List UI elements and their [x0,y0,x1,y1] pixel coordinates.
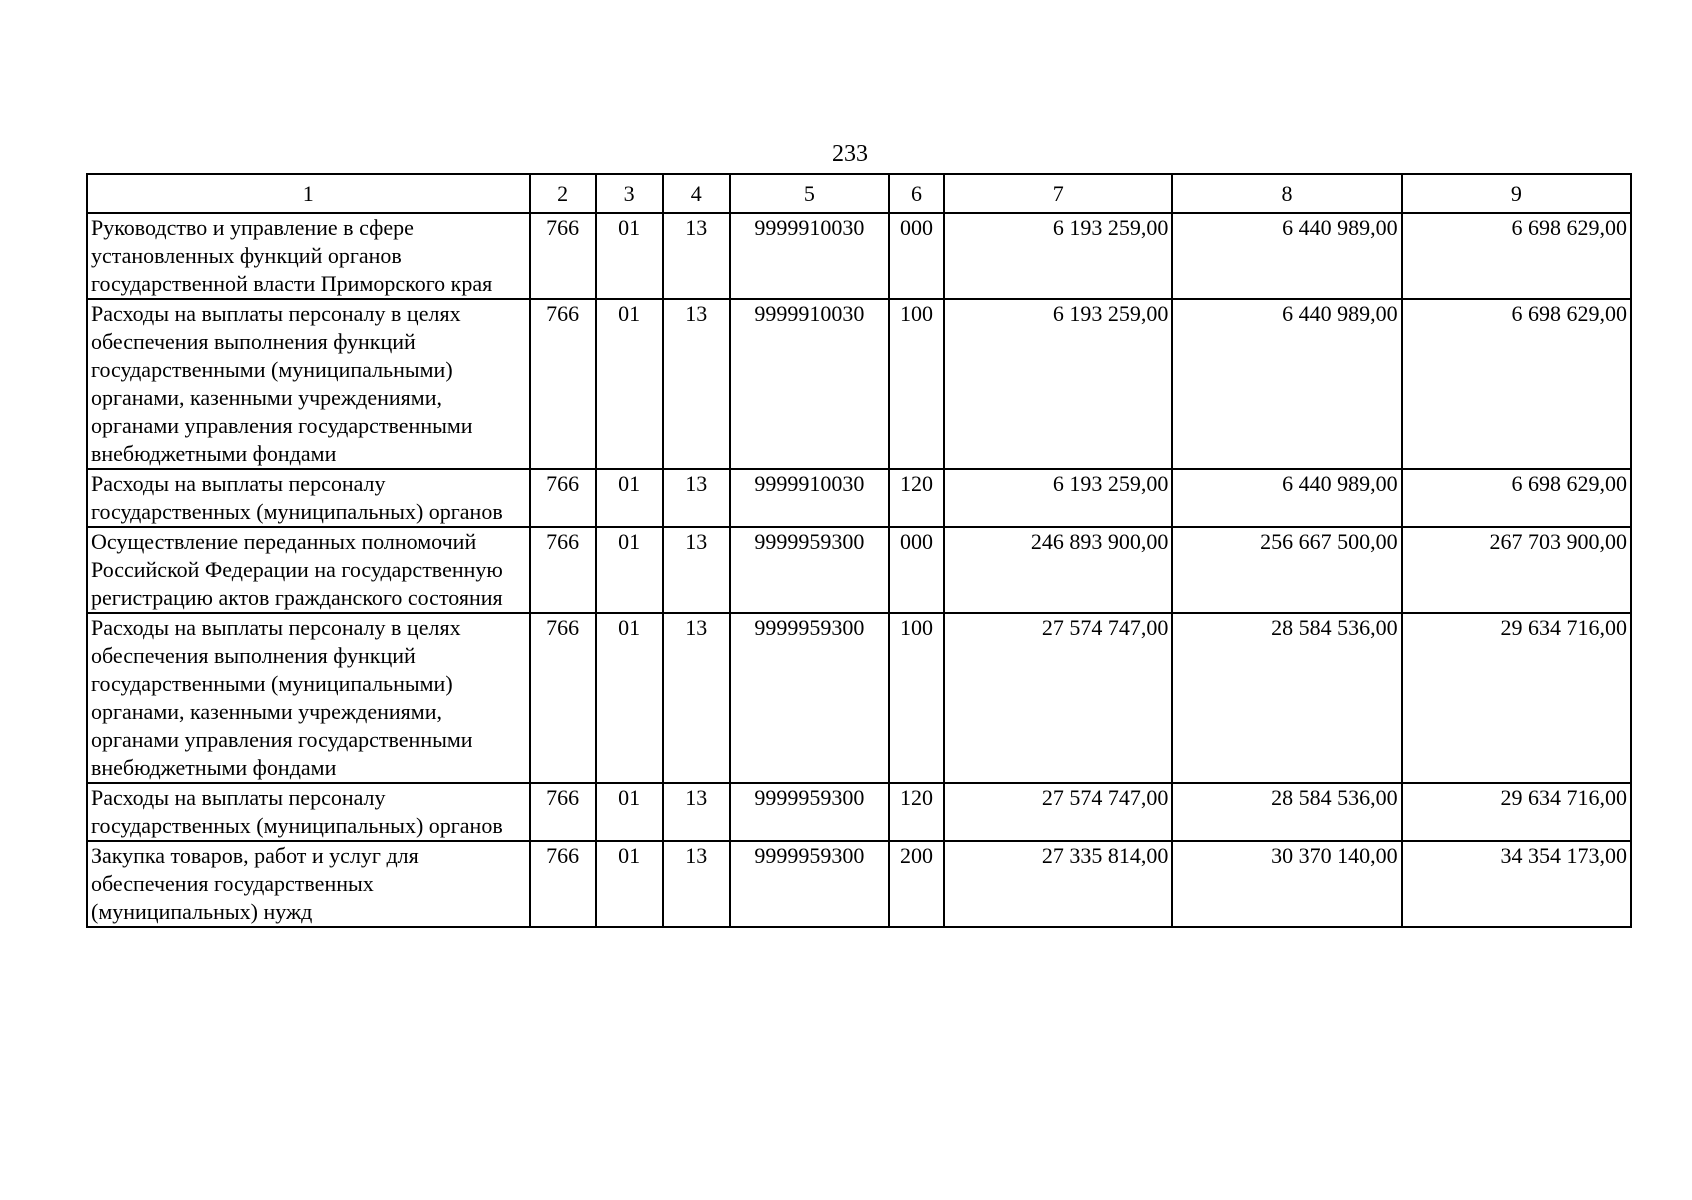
expense-name: Расходы на выплаты персоналу государственных (муниципальных) органов [87,783,530,841]
code-cell: 766 [530,213,596,299]
amount-cell: 28 584 536,00 [1172,613,1401,783]
code-cell: 01 [596,613,663,783]
table-row [87,841,1631,927]
column-header-8: 8 [1172,174,1401,213]
code-cell: 01 [596,299,663,469]
amount-cell: 6 440 989,00 [1172,469,1401,527]
code-cell: 200 [889,841,944,927]
code-cell: 766 [530,299,596,469]
code-cell: 766 [530,783,596,841]
expense-name: Расходы на выплаты персоналу государственных (муниципальных) органов [87,469,530,527]
code-cell: 13 [663,613,730,783]
table-row [87,469,1631,527]
column-header-9: 9 [1402,174,1631,213]
expense-name: Расходы на выплаты персоналу в целях обеспечения выполнения функций государственными (муниципальными) органами, казенными учреждениями, органами управления государственными внебюджетными фондами [87,613,530,783]
amount-cell: 34 354 173,00 [1402,841,1631,927]
code-cell: 100 [889,613,944,783]
amount-cell: 27 335 814,00 [944,841,1172,927]
amount-cell: 6 440 989,00 [1172,299,1401,469]
amount-cell: 27 574 747,00 [944,613,1172,783]
code-cell: 100 [889,299,944,469]
amount-cell: 6 698 629,00 [1402,299,1631,469]
expense-name: Закупка товаров, работ и услуг для обеспечения государственных (муниципальных) нужд [87,841,530,927]
expense-name: Руководство и управление в сфере установленных функций органов государственной власти Приморского края [87,213,530,299]
amount-cell: 6 698 629,00 [1402,469,1631,527]
amount-cell: 29 634 716,00 [1402,613,1631,783]
amount-cell: 27 574 747,00 [944,783,1172,841]
code-cell: 000 [889,527,944,613]
code-cell: 120 [889,783,944,841]
code-cell: 9999959300 [730,841,889,927]
column-header-6: 6 [889,174,944,213]
amount-cell: 30 370 140,00 [1172,841,1401,927]
table-row [87,299,1631,469]
column-header-1: 1 [87,174,530,213]
code-cell: 01 [596,469,663,527]
budget-table [86,173,1632,928]
code-cell: 13 [663,527,730,613]
code-cell: 9999959300 [730,613,889,783]
code-cell: 01 [596,213,663,299]
amount-cell: 6 193 259,00 [944,469,1172,527]
page-number: 233 [832,141,868,167]
amount-cell: 267 703 900,00 [1402,527,1631,613]
code-cell: 13 [663,841,730,927]
amount-cell: 6 193 259,00 [944,213,1172,299]
code-cell: 01 [596,527,663,613]
amount-cell: 29 634 716,00 [1402,783,1631,841]
amount-cell: 6 698 629,00 [1402,213,1631,299]
code-cell: 9999959300 [730,527,889,613]
code-cell: 766 [530,841,596,927]
table-row [87,783,1631,841]
amount-cell: 6 440 989,00 [1172,213,1401,299]
column-header-2: 2 [530,174,596,213]
code-cell: 01 [596,841,663,927]
table-row [87,527,1631,613]
column-header-7: 7 [944,174,1172,213]
amount-cell: 256 667 500,00 [1172,527,1401,613]
column-header-4: 4 [663,174,730,213]
table-row [87,613,1631,783]
code-cell: 9999959300 [730,783,889,841]
code-cell: 9999910030 [730,469,889,527]
code-cell: 01 [596,783,663,841]
code-cell: 13 [663,469,730,527]
code-cell: 9999910030 [730,213,889,299]
table-row [87,213,1631,299]
amount-cell: 246 893 900,00 [944,527,1172,613]
amount-cell: 6 193 259,00 [944,299,1172,469]
code-cell: 766 [530,527,596,613]
code-cell: 120 [889,469,944,527]
expense-name: Расходы на выплаты персоналу в целях обеспечения выполнения функций государственными (муниципальными) органами, казенными учреждениями, органами управления государственными внебюджетными фондами [87,299,530,469]
code-cell: 13 [663,213,730,299]
amount-cell: 28 584 536,00 [1172,783,1401,841]
code-cell: 13 [663,299,730,469]
code-cell: 13 [663,783,730,841]
code-cell: 766 [530,469,596,527]
expense-name: Осуществление переданных полномочий Российской Федерации на государственную регистрацию актов гражданского состояния [87,527,530,613]
code-cell: 766 [530,613,596,783]
column-header-5: 5 [730,174,889,213]
code-cell: 000 [889,213,944,299]
code-cell: 9999910030 [730,299,889,469]
column-number-header-row [87,174,1631,213]
column-header-3: 3 [596,174,663,213]
